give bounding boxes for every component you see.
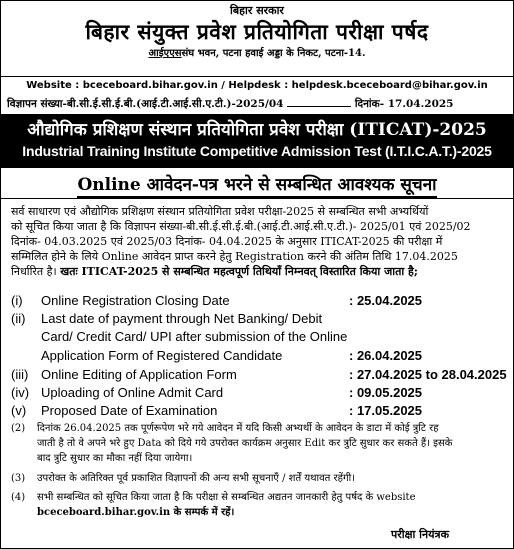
website-link[interactable]: bceceboard.bihar.gov.in के सम्पर्क में रहें। [37,507,235,518]
intro-fixed-text: निर्धारित है। [11,265,57,278]
notice-title [1,172,513,195]
row-label: Card/ Credit Card/ UPI after submission of the Online [41,329,348,344]
address-rest: संघ भवन, पटना हवाई अड्डा के निकट, पटना-14. [181,48,366,59]
intro-line: दिनांक- 04.03.2025 एवं 2025/03 दिनांक- 04.04.2025 के अनुसार ITICAT-2025 की परीक्षा में [11,235,443,248]
advertisement-ref [7,97,454,111]
blank-line [287,97,351,107]
intro-line: को सूचित किया जाता है कि विज्ञापन संख्या-बी.सी.ई.सी.ई.बी.(आई.टी.आई.सी.ए.टी.)- 2025/01 एवं 2025/02 [11,220,471,233]
row-date: : 17.05.2025 [349,403,423,418]
row-date: : 26.04.2025 [349,348,423,363]
note-line: बाद त्रुटि सुधार का मौका नहीं दिया जायेगा। [37,453,193,464]
address-prefix: आईएएस [148,48,182,59]
row-label: Application Form of Registered Candidate [41,348,283,363]
exam-title-english: Industrial Training Institute Competitive Admission Test (I.T.I.C.A.T.)-2025 [22,143,492,159]
intro-line: सर्व साधारण एवं औद्योगिक प्रशिक्षण संस्थान प्रतियोगिता प्रवेश परीक्षा-2025 से सम्बन्धित सभी अभ्यर्थियों [11,205,429,218]
note-text [37,490,507,520]
row-date: : 25.04.2025 [349,293,423,308]
intro-line: सम्मिलित होने के लिये Online आवेदन प्राप्त करने हेतु Registration करने की अंतिम तिथि 17.04.2025 [11,250,458,263]
note-line: उपरोक्त के अतिरिक्त पूर्व प्रकाशित विज्ञापनों की अन्य सभी सूचनाएँ / शर्तें यथावत रहेंगी। [37,473,355,484]
divider [1,76,513,77]
government-label: बिहार सरकार [230,4,284,17]
advertisement-date: 17.04.2025 [387,98,454,110]
row-label: Uploading of Online Admit Card [41,385,224,400]
row-label: Last date of payment through Net Banking/ Debit [41,311,323,326]
intro-line [11,264,505,279]
row-label: Proposed Date of Examination [41,403,218,418]
row-label: Online Registration Closing Date [41,293,230,308]
website-helpdesk: Website : bceceboard.bihar.gov.in / Helpdesk : helpdesk.bceceboard@bihar.gov.in [26,80,488,91]
advertisement-number: विज्ञापन संख्या-बी.सी.ई.सी.ई.बी.(आई.टी.आई.सी.ए.टी.)-2025/04 [7,98,284,110]
note-number: (4) [11,492,26,503]
board-address [1,45,513,59]
note-line: सभी सम्बन्धित को सूचित किया जाता है कि परीक्षा से सम्बन्धित अद्यतन जानकारी हेतु पर्षद के website [37,492,416,503]
row-number: (iv) [11,385,30,400]
row-date: : 27.04.2025 to 28.04.2025 [349,367,507,382]
divider [1,198,513,199]
row-date: : 09.05.2025 [349,385,423,400]
board-name: बिहार संयुक्त प्रवेश प्रतियोगिता परीक्षा पर्षद [85,19,429,44]
note-text [37,471,507,486]
note-line: जाती है तो वे अपने भरे हुए Data को दिये गये उपरोक्त कार्यक्रम अनुसार Edit कर त्रुटि सुधार कर सकते हैं। इसके [37,438,453,449]
controller-signature: परीक्षा नियंत्रक [391,528,450,541]
row-number: (i) [11,293,23,308]
note-text [37,421,507,466]
row-label: Online Editing of Application Form [41,367,237,382]
note-line: दिनांक 26.04.2025 तक पूर्णरूपेण भरे गये आवेदन में यदि किसी अभ्यर्थी के आवेदन के डाटा में कोई त्रुटि रह [37,423,439,434]
note-item [11,490,507,522]
row-number: (v) [11,403,27,418]
note-number: (3) [11,473,26,484]
note-number: (2) [11,423,26,434]
advertisement-date-label: दिनांक- [354,98,385,110]
note-item [11,471,507,487]
exam-title-hindi: औद्योगिक प्रशिक्षण संस्थान प्रतियोगिता प्रवेश परीक्षा (ITICAT)-2025 [27,120,487,140]
row-number: (iii) [11,367,29,382]
intro-extension-text: खतः ITICAT-2025 से सम्बन्धित महत्वपूर्ण तिथियाँ निम्नवत् विस्तारित किया जाता है; [60,265,418,278]
note-item [11,421,507,469]
notice-title-text: Online आवेदन-पत्र भरने से सम्बन्धित आवश्यक सूचना [77,175,436,198]
row-number: (ii) [11,311,26,326]
exam-title-band [1,114,513,168]
